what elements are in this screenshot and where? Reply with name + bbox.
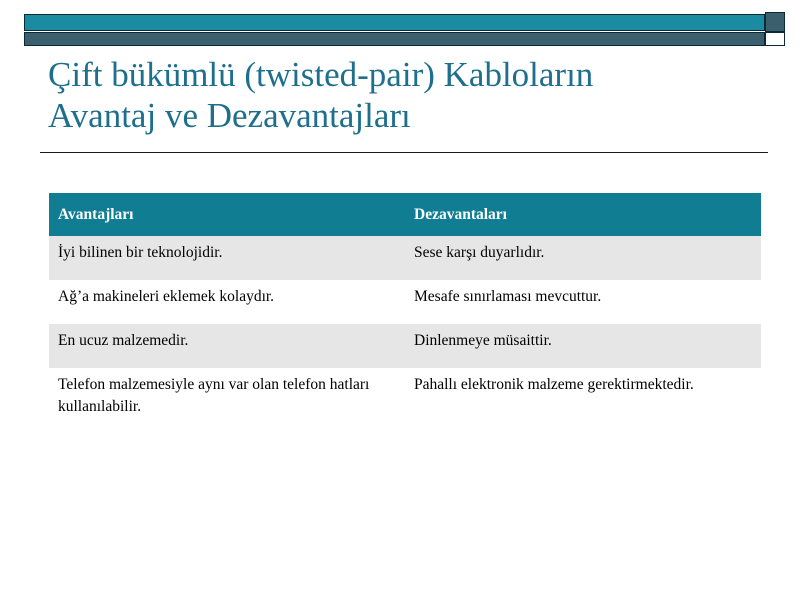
comparison-table xyxy=(49,193,761,426)
decorative-corner-square xyxy=(765,12,785,32)
title-divider xyxy=(40,152,768,153)
table-cell-disadvantage: Pahallı elektronik malzeme gerektirmektedir. xyxy=(405,368,761,426)
header-advantages: Avantajları xyxy=(49,193,405,236)
decorative-corner-square-outline xyxy=(765,32,785,46)
table-cell-advantage: En ucuz malzemedir. xyxy=(49,324,405,368)
table-cell-disadvantage: Dinlenmeye müsaittir. xyxy=(405,324,761,368)
table-cell-advantage: İyi bilinen bir teknolojidir. xyxy=(49,236,405,280)
slide-title-line-1: Çift bükümlü (twisted-pair) Kabloların xyxy=(48,55,594,94)
decorative-bottom-bar xyxy=(24,32,765,46)
table-row xyxy=(49,236,761,280)
table-cell-advantage: Telefon malzemesiyle aynı var olan telefon hatları kullanılabilir. xyxy=(49,368,405,426)
table-row xyxy=(49,324,761,368)
header-disadvantages: Dezavantaları xyxy=(405,193,761,236)
table-header-row xyxy=(49,193,761,236)
table-cell-disadvantage: Mesafe sınırlaması mevcuttur. xyxy=(405,280,761,324)
table-row xyxy=(49,368,761,426)
decorative-top-bar xyxy=(24,14,765,31)
table-row xyxy=(49,280,761,324)
slide-title-line-2: Avantaj ve Dezavantajları xyxy=(48,96,411,135)
table-cell-disadvantage: Sese karşı duyarlıdır. xyxy=(405,236,761,280)
table-cell-advantage: Ağ’a makineleri eklemek kolaydır. xyxy=(49,280,405,324)
slide-title xyxy=(48,54,768,136)
